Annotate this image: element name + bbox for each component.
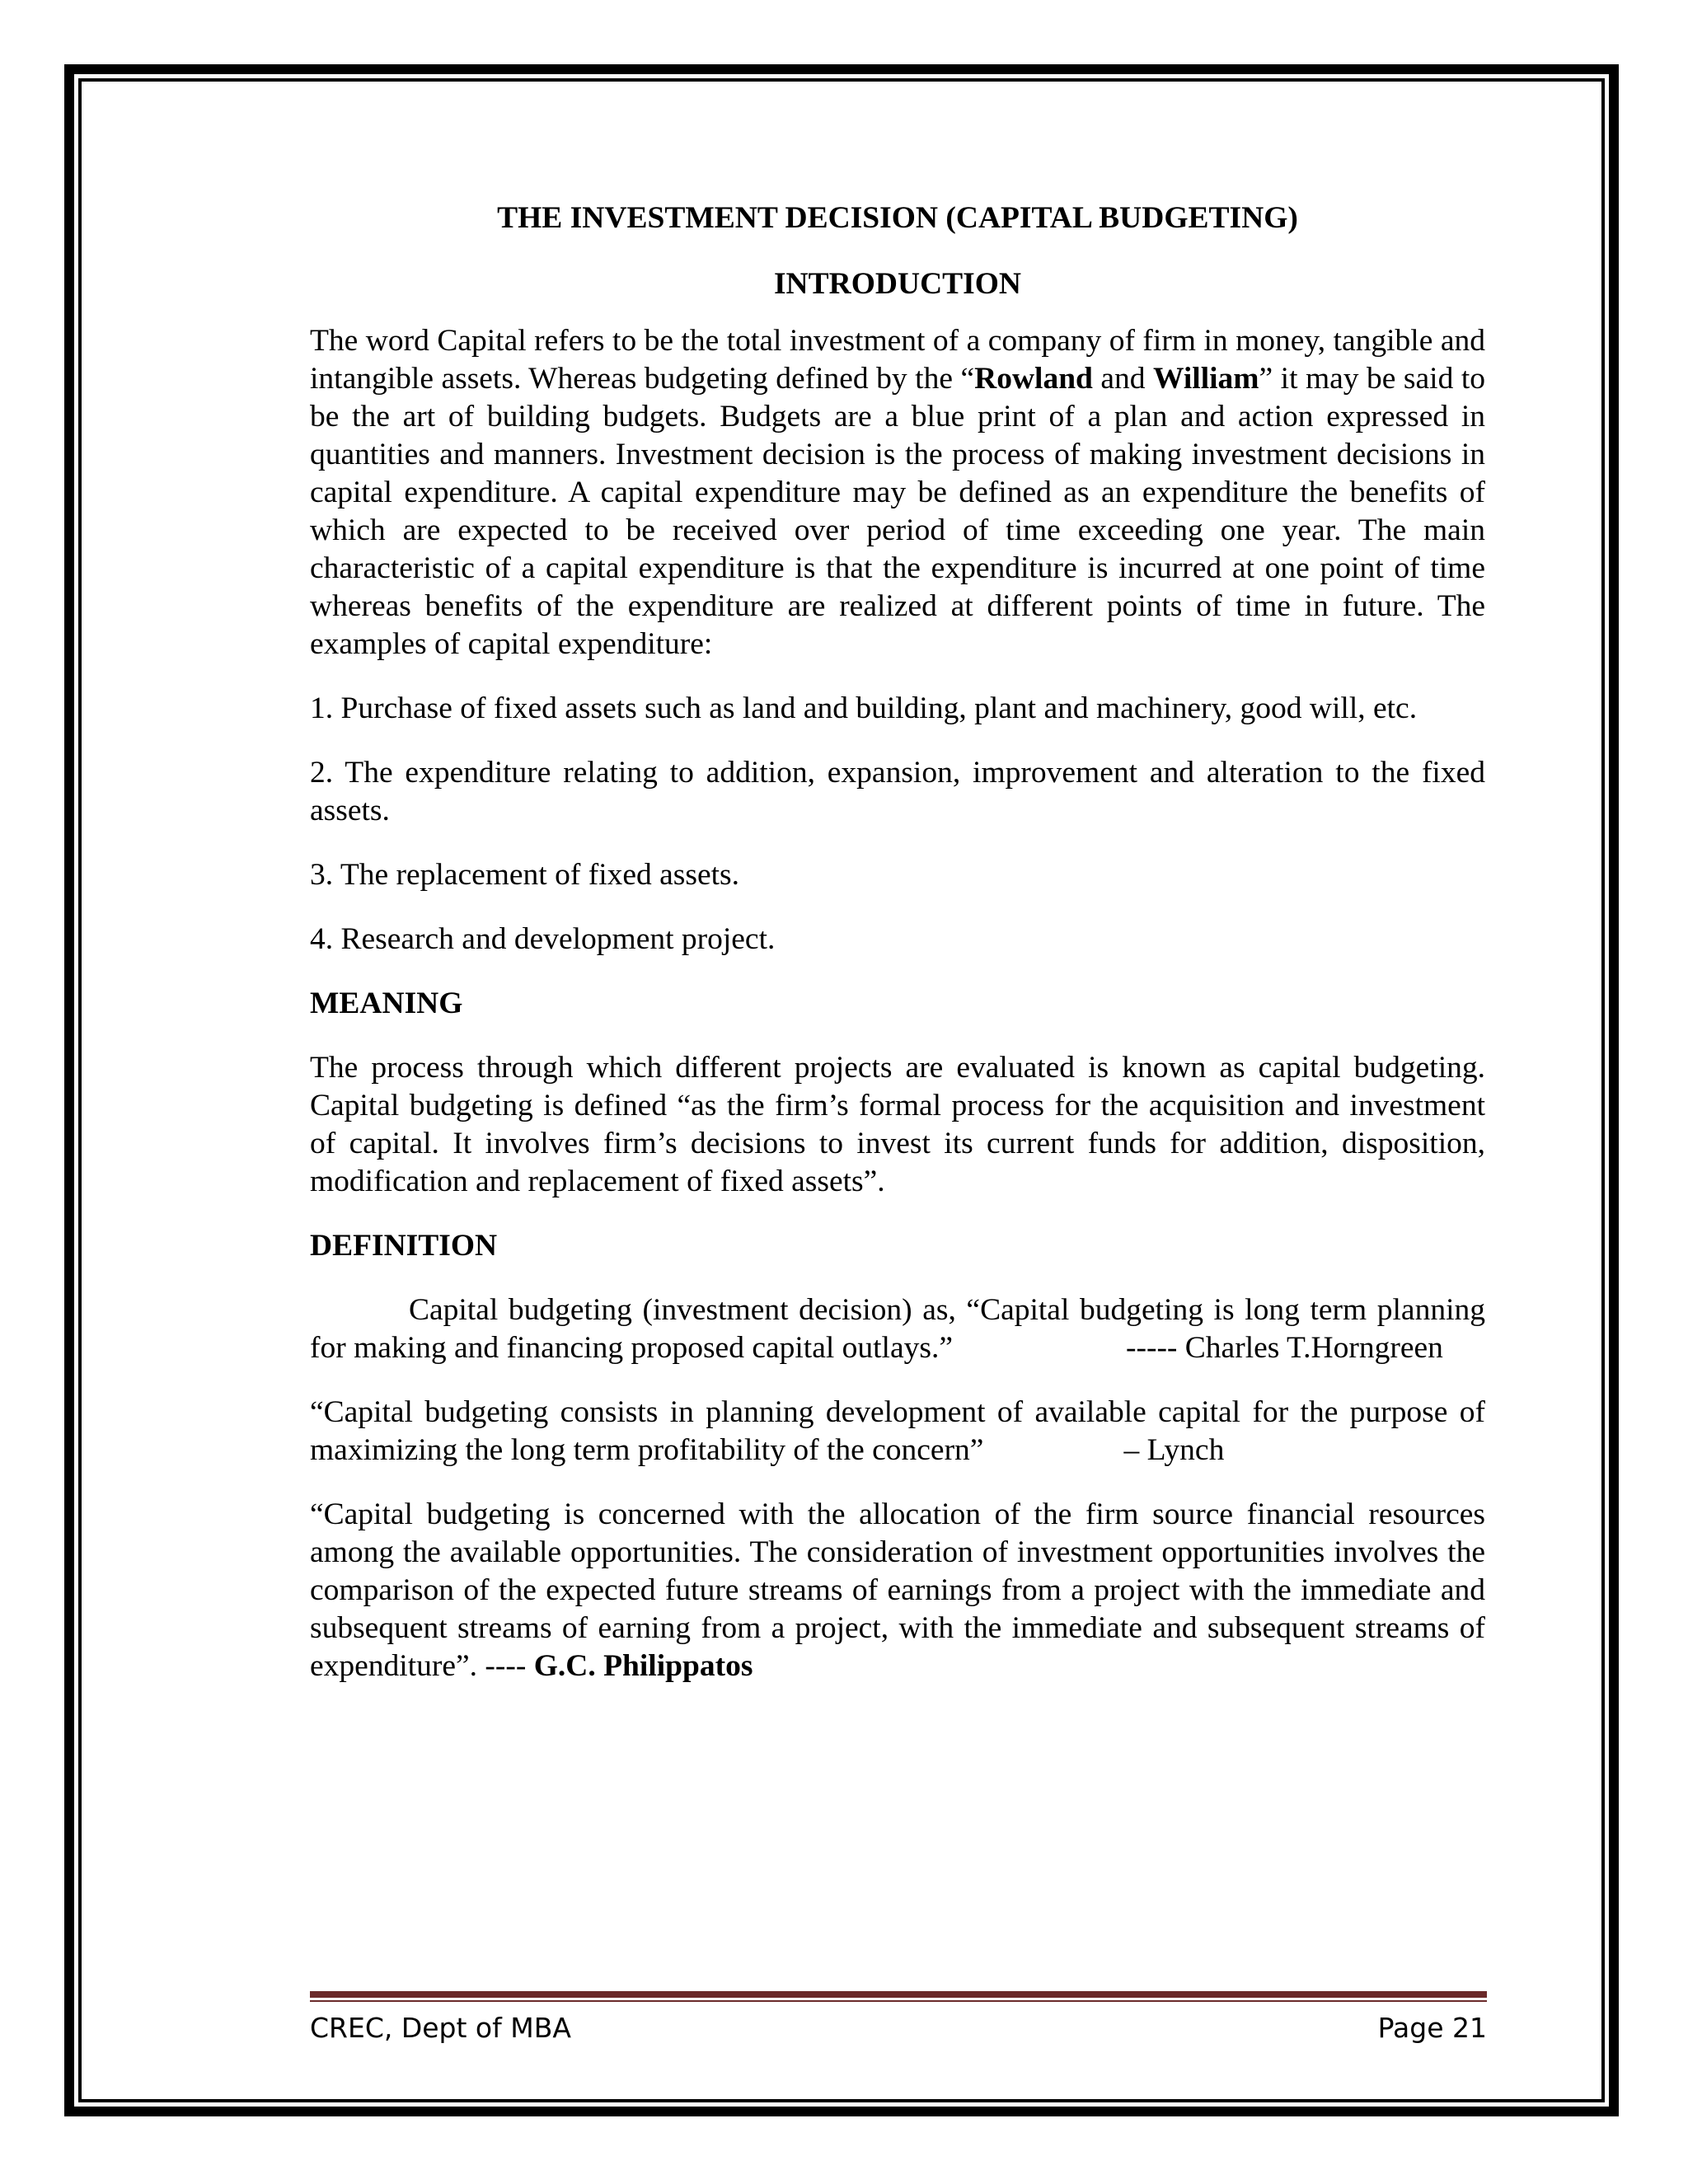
author-name-william: William <box>1153 362 1259 396</box>
meaning-heading: MEANING <box>310 987 463 1020</box>
document-body <box>310 194 1485 1685</box>
definition-3-dashes: ---- <box>477 1649 534 1683</box>
introduction-heading: INTRODUCTION <box>773 267 1022 301</box>
footer-rule-thin <box>310 2000 1487 2002</box>
document-title: THE INVESTMENT DECISION (CAPITAL BUDGETING) <box>497 201 1298 235</box>
footer-page-number: Page 21 <box>1377 2012 1487 2044</box>
definition-2 <box>310 1394 1485 1469</box>
definition-3-author: G.C. Philippatos <box>533 1649 753 1683</box>
footer-department: CREC, Dept of MBA <box>310 2012 571 2044</box>
example-item-1: 1. Purchase of fixed assets such as land and building, plant and machinery, good will, etc. <box>310 691 1418 725</box>
definition-1-text: Capital budgeting (investment decision) as, “Capital budgeting is long term planning for making and financing proposed capital outlays.” <box>310 1293 1485 1365</box>
definition-2-author: – Lynch <box>1123 1433 1225 1467</box>
author-name-rowland: Rowland <box>974 362 1093 396</box>
definition-1-author: ----- Charles T.Horngreen <box>1125 1331 1443 1365</box>
example-item-4: 4. Research and development project. <box>310 922 776 956</box>
meaning-paragraph: The process through which different projects are evaluated is known as capital budgeting. Capital budgeting is defined “as the firm’s formal process for the acquisition and investment of capital. It involves firm’s decisions to invest its current funds for addition, disposition, modification and replacement of fixed assets”. <box>310 1051 1485 1198</box>
page-footer <box>310 2008 1487 2049</box>
definition-3-text: “Capital budgeting is concerned with the allocation of the firm source financial resources among the available opportunities. The consideration of investment opportunities involves the comparison of the expected future streams of earnings from a project with the immediate and subsequent streams of earning from a project, with the immediate and subsequent streams of expenditure”. <box>310 1497 1485 1683</box>
definition-2-text: “Capital budgeting consists in planning development of available capital for the purpose of maximizing the long term profitability of the concern” <box>310 1395 1485 1467</box>
footer-rule <box>310 1991 1487 1998</box>
example-item-2: 2. The expenditure relating to addition, expansion, improvement and alteration to the fixed assets. <box>310 756 1485 827</box>
definition-1 <box>310 1291 1485 1367</box>
intro-text-part1: The word Capital refers to be the total investment of a company of firm in money, tangible and intangible assets. Whereas budgeting defined by the “ <box>310 324 1485 396</box>
definition-3 <box>310 1496 1485 1685</box>
intro-text-part2: ” it may be said to be the art of building budgets. Budgets are a blue print of a plan and action expressed in quantities and manners. Investment decision is the process of making investment decisions in capital expenditure. A capital expenditure may be defined as an expenditure the benefits of which are expected to be received over period of time exceeding one year. The main characteristic of a capital expenditure is that the expenditure is incurred at one point of time whereas benefits of the expenditure are realized at different points of time in future. The examples of capital expenditure: <box>310 362 1485 661</box>
definition-heading: DEFINITION <box>310 1229 498 1263</box>
intro-text-and: and <box>1092 362 1154 396</box>
introduction-paragraph <box>310 322 1485 663</box>
example-item-3: 3. The replacement of fixed assets. <box>310 858 739 892</box>
